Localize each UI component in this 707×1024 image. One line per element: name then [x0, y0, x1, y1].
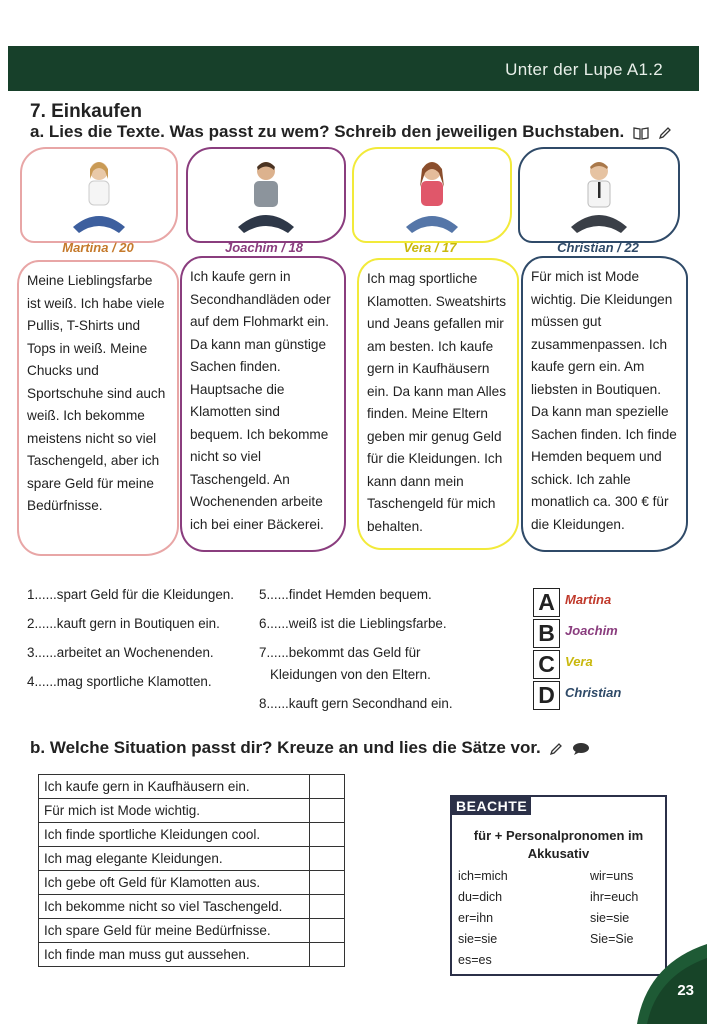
table-row	[39, 847, 345, 871]
task-a-instruction	[30, 122, 672, 142]
text-bubble-joachim	[180, 256, 346, 552]
key-letter-b: B	[533, 619, 560, 648]
situation-text: Ich bekomme nicht so viel Taschengeld.	[39, 895, 310, 919]
beachte-title-line2: Akkusativ	[527, 846, 590, 861]
text-christian: Für mich ist Mode wichtig. Die Kleidungen müssen gut zusammenpassen. Ich kaufe gern ein. Am liebsten in Boutiquen. Da kann man spezielle Sachen finden. Ich finde Hemden bequem und schick. Ich zahle monatlich ca. 300 € für die Kleidungen.	[531, 269, 677, 532]
checkbox-cell[interactable]	[310, 799, 345, 823]
table-row	[39, 919, 345, 943]
pronoun-left: ich=mich	[458, 869, 508, 883]
situation-table	[38, 774, 345, 967]
exercise-item-8: 8......kauft gern Secondhand ein.	[259, 696, 453, 711]
exercise-item-6: 6......weiß ist die Lieblingsfarbe.	[259, 616, 447, 631]
pronoun-right: sie=sie	[590, 911, 630, 925]
table-row	[39, 775, 345, 799]
table-row	[39, 895, 345, 919]
key-name-vera: Vera	[565, 654, 593, 669]
person-figure-martina	[59, 157, 139, 237]
task-b-instruction	[30, 738, 590, 758]
checkbox-cell[interactable]	[310, 871, 345, 895]
book-title: Unter der Lupe A1.2	[505, 60, 663, 79]
text-martina: Meine Lieblingsfarbe ist weiß. Ich habe viele Pullis, T-Shirts und Tops in weiß. Meine Chucks und Sportschuhe sind auch weiß. Ich bekomme meistens nicht so viel Taschengeld, aber ich spare Geld für meine Bedürfnisse.	[27, 273, 166, 513]
situation-text: Ich kaufe gern in Kaufhäusern ein.	[39, 775, 310, 799]
exercise-item-7-continued: Kleidungen von den Eltern.	[270, 667, 431, 682]
photo-joachim	[186, 147, 346, 243]
table-row	[39, 823, 345, 847]
exercise-item-3: 3......arbeitet an Wochenenden.	[27, 645, 214, 660]
text-vera: Ich mag sportliche Klamotten. Sweatshirts und Jeans gefallen mir am besten. Ich kaufe gern in Kaufhäusern ein. Da kann man Alles finden. Meine Eltern geben mir genug Geld für die Kleidungen. Ich kann dann mein Taschengeld für mich behalten.	[367, 271, 507, 534]
text-bubble-vera	[357, 258, 519, 550]
header-band	[8, 46, 699, 91]
checkbox-cell[interactable]	[310, 943, 345, 967]
beachte-box	[450, 795, 667, 976]
table-row	[39, 799, 345, 823]
name-martina: Martina / 20	[62, 240, 134, 255]
situation-text: Ich finde sportliche Kleidungen cool.	[39, 823, 310, 847]
key-name-christian: Christian	[565, 685, 622, 700]
task-a-text: a. Lies die Texte. Was passt zu wem? Schreib den jeweiligen Buchstaben.	[30, 122, 625, 141]
situation-text: Ich spare Geld für meine Bedürfnisse.	[39, 919, 310, 943]
checkbox-cell[interactable]	[310, 775, 345, 799]
text-joachim: Ich kaufe gern in Secondhandläden oder auf dem Flohmarkt ein. Da kann man günstige Sachen finden. Hauptsache die Klamotten sind bequem. Ich bekomme nicht so viel Taschengeld. An Wochenenden arbeite ich bei einer Bäckerei.	[190, 269, 331, 532]
table-row	[39, 943, 345, 967]
exercise-item-4: 4......mag sportliche Klamotten.	[27, 674, 212, 689]
exercise-item-5: 5......findet Hemden bequem.	[259, 587, 432, 602]
exercise-item-7: 7......bekommt das Geld für	[259, 645, 421, 660]
situation-text: Ich finde man muss gut aussehen.	[39, 943, 310, 967]
beachte-title-line1: für + Personalpronomen im	[473, 828, 644, 843]
key-letter-a: A	[533, 588, 560, 617]
exercise-item-1: 1......spart Geld für die Kleidungen.	[27, 587, 234, 602]
task-b-text: b. Welche Situation passt dir? Kreuze an und lies die Sätze vor.	[30, 738, 541, 757]
checkbox-cell[interactable]	[310, 823, 345, 847]
beachte-label: BEACHTE	[452, 797, 531, 815]
pronoun-right: Sie=Sie	[590, 932, 634, 946]
book-icon	[633, 126, 649, 140]
name-vera: Vera / 17	[403, 240, 457, 255]
pronoun-left: er=ihn	[458, 911, 494, 925]
key-name-martina: Martina	[565, 592, 612, 607]
name-joachim: Joachim / 18	[224, 240, 304, 255]
table-row	[39, 871, 345, 895]
checkbox-cell[interactable]	[310, 919, 345, 943]
text-bubble-martina	[17, 260, 179, 556]
pronoun-right: ihr=euch	[590, 890, 639, 904]
pencil-icon	[658, 126, 672, 140]
key-letter-d: D	[533, 681, 560, 710]
section-title: 7. Einkaufen	[30, 101, 142, 122]
page-number: 23	[677, 982, 694, 999]
pronoun-right: wir=uns	[590, 869, 634, 883]
page-corner-decoration	[637, 944, 707, 1024]
exercise-item-2: 2......kauft gern in Boutiquen ein.	[27, 616, 220, 631]
person-figure-christian	[559, 157, 639, 237]
situation-text: Ich gebe oft Geld für Klamotten aus.	[39, 871, 310, 895]
pronoun-left: sie=sie	[458, 932, 498, 946]
speech-bubble-icon	[572, 742, 590, 756]
beachte-title	[452, 827, 665, 863]
photo-martina	[20, 147, 178, 243]
pronoun-left: es=es	[458, 953, 492, 967]
checkbox-cell[interactable]	[310, 847, 345, 871]
pencil-icon	[549, 742, 563, 756]
key-letter-c: C	[533, 650, 560, 679]
situation-text: Für mich ist Mode wichtig.	[39, 799, 310, 823]
situation-text: Ich mag elegante Kleidungen.	[39, 847, 310, 871]
pronoun-left: du=dich	[458, 890, 503, 904]
checkbox-cell[interactable]	[310, 895, 345, 919]
name-christian: Christian / 22	[557, 240, 639, 255]
photo-vera	[352, 147, 512, 243]
text-bubble-christian	[521, 256, 688, 552]
photo-christian	[518, 147, 680, 243]
person-figure-vera	[392, 157, 472, 237]
person-figure-joachim	[226, 157, 306, 237]
key-name-joachim: Joachim	[565, 623, 618, 638]
